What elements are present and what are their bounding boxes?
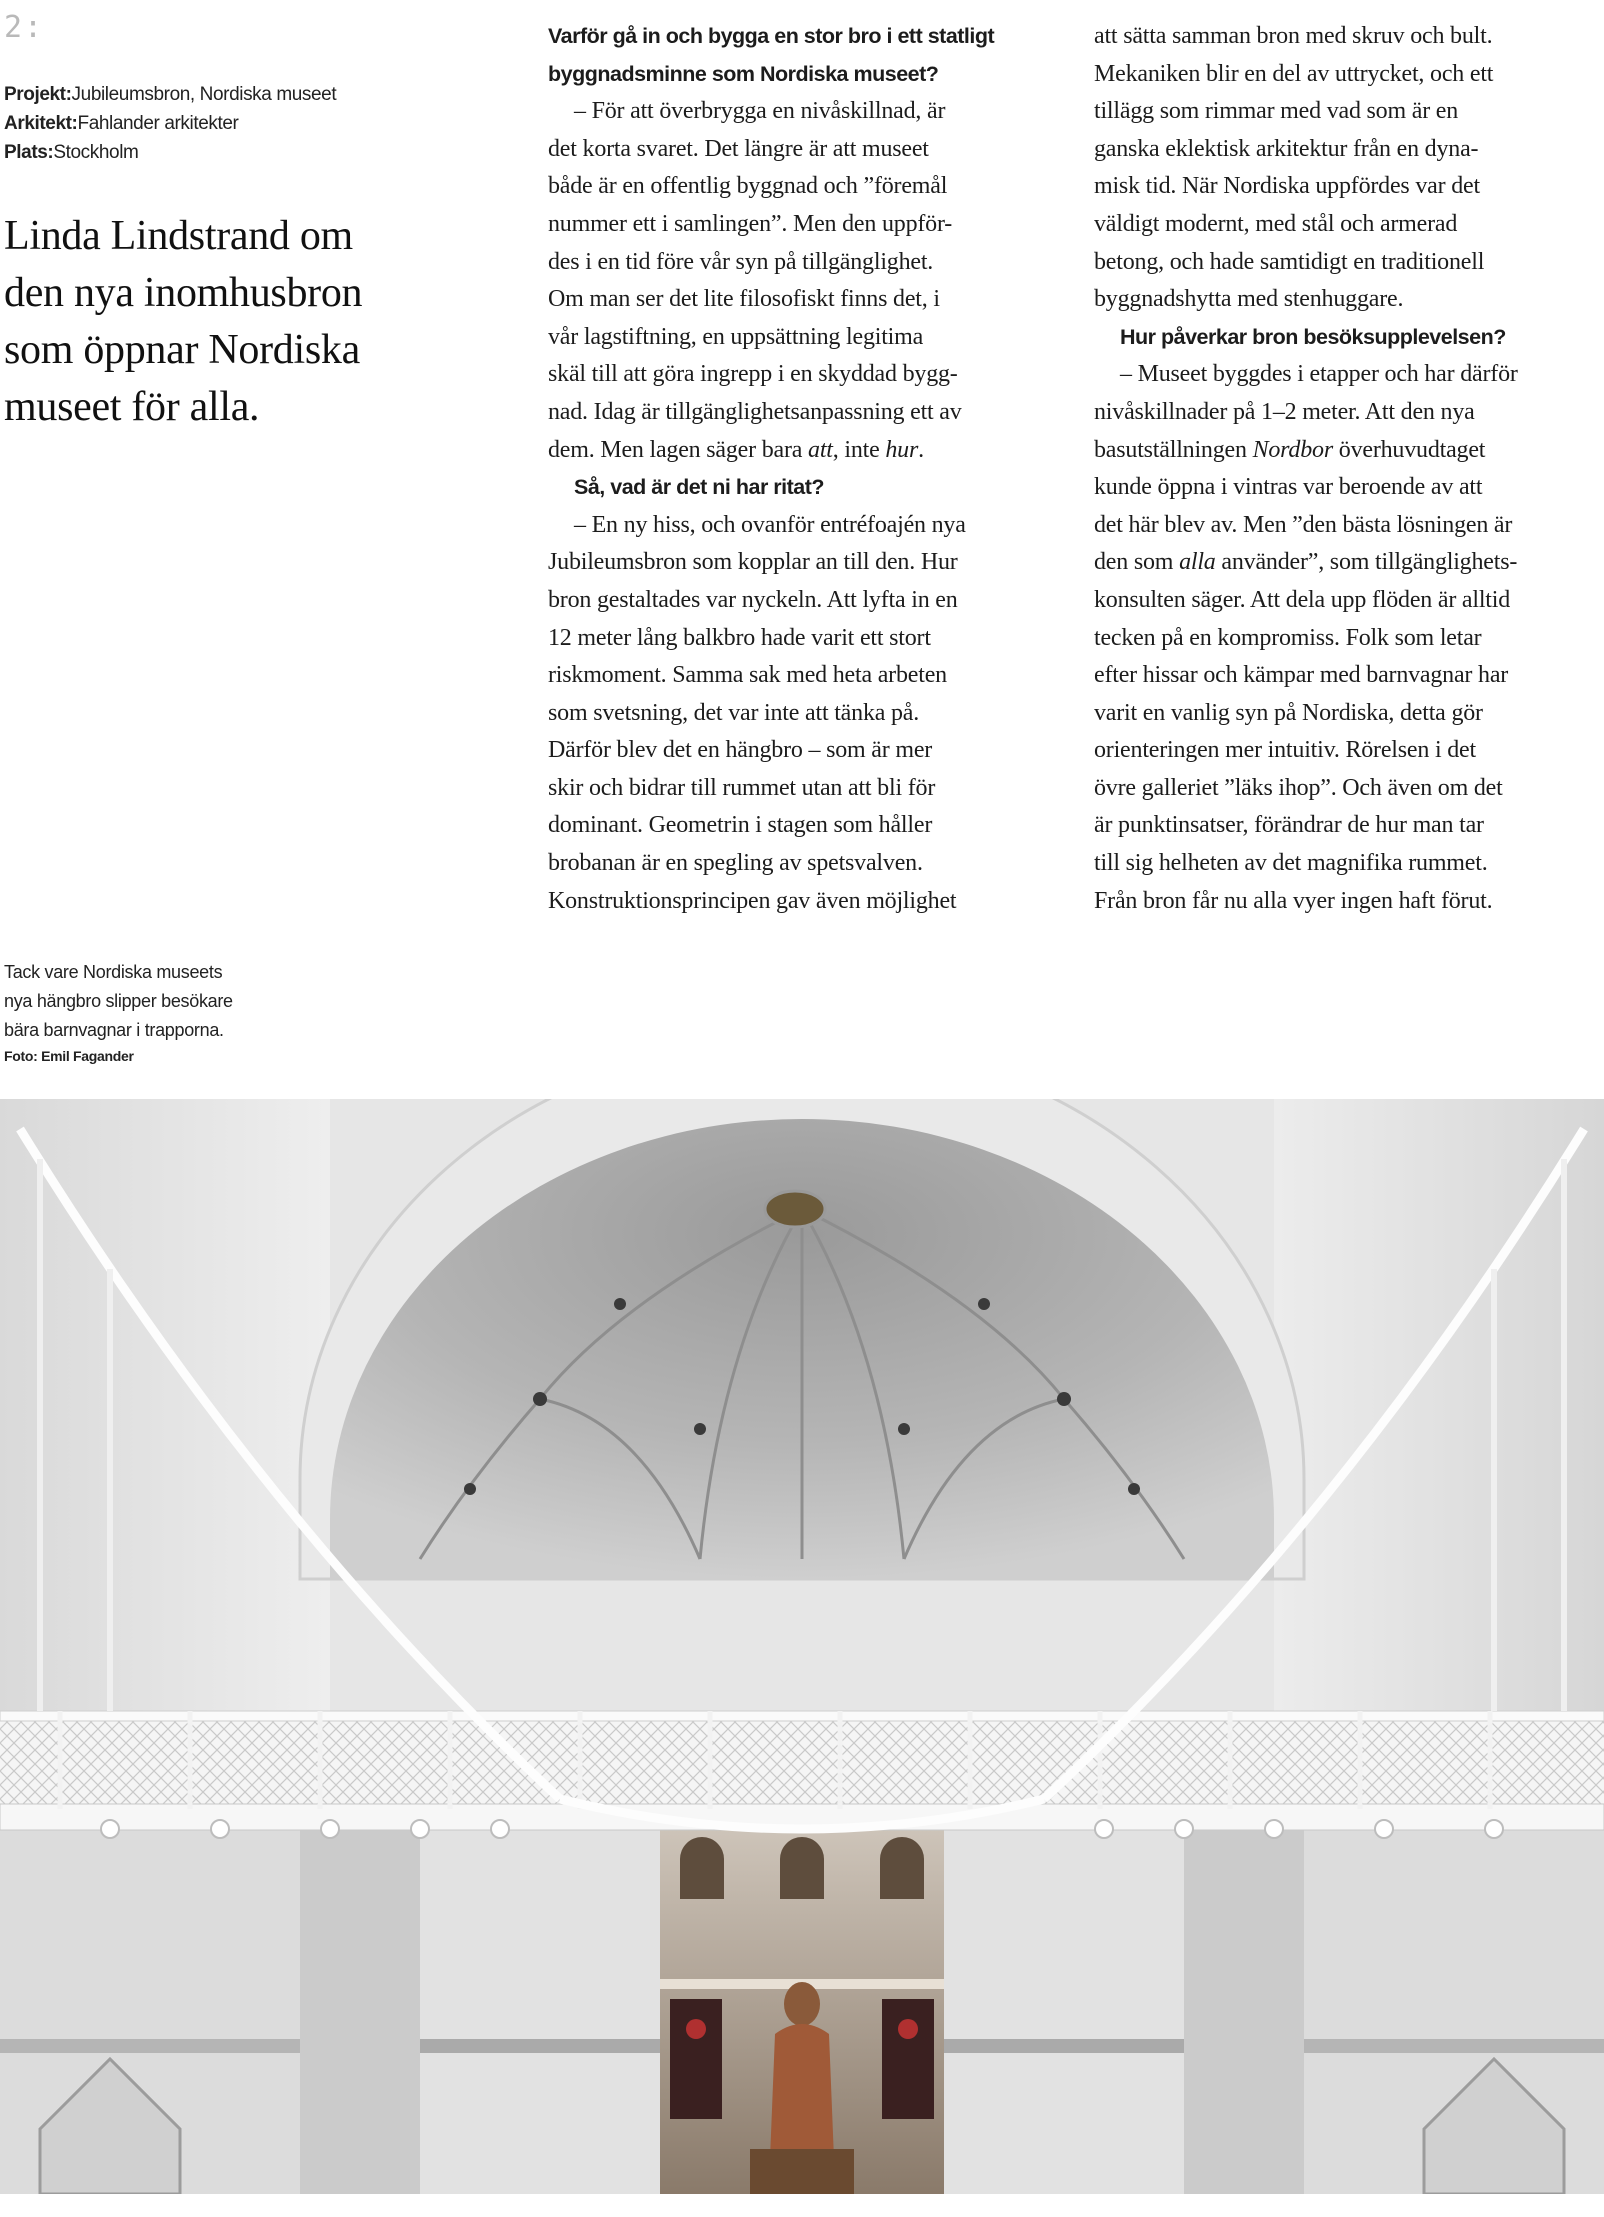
wall-band (420, 2039, 660, 2053)
banner (670, 1999, 722, 2119)
emphasis: att (808, 436, 833, 463)
text-run: dem. Men lagen säger bara (548, 436, 809, 463)
answer-line: väldigt modernt, med stål och armerad (1094, 210, 1458, 237)
answer-line: både är en offentlig byggnad och ”föremål (548, 173, 948, 200)
column (1184, 1829, 1304, 2194)
answer-line: skäl till att göra ingrepp i en skyddad bygg- (548, 361, 958, 388)
answer-line: efter hissar och kämpar med barnvagnar har (1094, 662, 1509, 689)
text-run: basutställningen (1094, 436, 1253, 463)
statue-body (770, 2024, 834, 2159)
column (300, 1829, 420, 2194)
photo-credit: Foto: Emil Fagander (4, 1048, 134, 1064)
banner (882, 1999, 934, 2119)
place-label: Plats: (4, 142, 54, 163)
text-run: , inte (832, 436, 886, 463)
wall-band (0, 2039, 300, 2053)
caption-line: Tack vare Nordiska museets (4, 962, 223, 982)
answer-line (1094, 544, 1604, 582)
caption-line: bära barnvagnar i trapporna. (4, 1020, 224, 1040)
question-1: byggnadsminne som Nordiska museet? (548, 61, 939, 86)
answer-line: byggnadshytta med stenhuggare. (1094, 286, 1404, 313)
project-row (4, 80, 524, 109)
answer-line: Konstruktionsprincipen gav även möjlighet (548, 887, 957, 914)
architect-row (4, 109, 524, 138)
project-value: Jubileumsbron, Nordiska museet (71, 84, 337, 105)
museum-photo (0, 1099, 1604, 2194)
emphasis: Nordbor (1252, 436, 1333, 463)
answer-line: – Museet byggdes i etapper och har därför (1120, 361, 1518, 388)
answer-line: till sig helheten av det magnifika rummet. (1094, 850, 1488, 877)
question-2: Så, vad är det ni har ritat? (574, 475, 825, 500)
project-facts (4, 80, 524, 167)
answer-line: dominant. Geometrin i stagen som håller (548, 812, 933, 839)
project-label: Projekt: (4, 84, 72, 105)
answer-line: – En ny hiss, och ovanför entréfoajén nya (574, 511, 966, 538)
answer-line: Från bron får nu alla vyer ingen haft förut. (1094, 887, 1493, 914)
wall-band (944, 2039, 1184, 2053)
text-run: den som (1094, 549, 1180, 576)
wall-band (1304, 2039, 1604, 2053)
intro-heading (4, 208, 534, 436)
answer-line: Jubileumsbron som kopplar an till den. Hur (548, 549, 958, 576)
answer-line: det här blev av. Men ”den bästa lösningen är (1094, 511, 1513, 538)
photo-caption (4, 958, 324, 1067)
page-number: 2: (4, 10, 45, 45)
emphasis: hur (885, 436, 919, 463)
text-run: . (918, 436, 924, 463)
banner-emblem (686, 2019, 706, 2039)
answer-line (1094, 432, 1604, 470)
statue-pedestal (750, 2149, 854, 2194)
answer-line: Därför blev det en hängbro – som är mer (548, 737, 933, 764)
answer-line: betong, och hade samtidigt en traditionell (1094, 248, 1485, 275)
question-1: Varför gå in och bygga en stor bro i ett statligt (548, 24, 995, 48)
answer-line: riskmoment. Samma sak med heta arbeten (548, 662, 947, 689)
caption-line: nya hängbro slipper besökare (4, 991, 233, 1011)
bridge-handrail (0, 1711, 1604, 1721)
answer-line: övre galleriet ”läks ihop”. Och även om det (1094, 774, 1503, 801)
text-run: överhuvudtaget (1332, 436, 1486, 463)
answer-line: konsulten säger. Att dela upp flöden är alltid (1094, 586, 1511, 613)
answer-line: ganska eklektisk arkitektur från en dyna- (1094, 135, 1479, 162)
architect-label: Arkitekt: (4, 113, 78, 134)
answer-line: nad. Idag är tillgänglighetsanpassning ett av (548, 398, 962, 425)
intro-line: som öppnar Nordiska (4, 327, 360, 373)
answer-line: varit en vanlig syn på Nordiska, detta gör (1094, 699, 1483, 726)
answer-line: tecken på en kompromiss. Folk som letar (1094, 624, 1482, 651)
answer-line: är punktinsatser, förändrar de hur man tar (1094, 812, 1484, 839)
answer-line: skir och bidrar till rummet utan att bli för (548, 774, 936, 801)
answer-line: tillägg som rimmar med vad som är en (1094, 98, 1459, 125)
answer-line: vår lagstiftning, en uppsättning legitima (548, 323, 924, 350)
answer-line: kunde öppna i vintras var beroende av att (1094, 474, 1483, 501)
answer-line: att sätta samman bron med skruv och bult. (1094, 23, 1493, 49)
architect-value: Fahlander arkitekter (77, 113, 239, 134)
intro-line: den nya inomhusbron (4, 270, 363, 316)
answer-line: som svetsning, det var inte att tänka på. (548, 699, 920, 726)
article-column-1 (548, 18, 1068, 920)
answer-line: bron gestaltades var nyckeln. Att lyfta in en (548, 586, 958, 613)
answer-line: 12 meter lång balkbro hade varit ett stort (548, 624, 931, 651)
bridge-railing-mesh (0, 1719, 1604, 1814)
answer-line: Om man ser det lite filosofiskt finns det, i (548, 286, 940, 313)
far-hall-windows (680, 1837, 924, 1899)
answer-line: misk tid. När Nordiska uppfördes var det (1094, 173, 1480, 200)
answer-line: nummer ett i samlingen”. Men den uppför- (548, 210, 953, 237)
answer-line: Mekaniken blir en del av uttrycket, och ett (1094, 60, 1494, 87)
answer-line: det korta svaret. Det längre är att museet (548, 135, 929, 162)
answer-line: nivåskillnader på 1–2 meter. Att den nya (1094, 398, 1475, 425)
place-value: Stockholm (53, 142, 139, 163)
intro-line: Linda Lindstrand om (4, 213, 353, 259)
article-column-2 (1094, 18, 1604, 920)
answer-line: orienteringen mer intuitiv. Rörelsen i det (1094, 737, 1476, 764)
question-3: Hur påverkar bron besöksupplevelsen? (1120, 324, 1506, 349)
side-wall (420, 1829, 660, 2194)
answer-line: des i en tid före vår syn på tillgänglighet. (548, 248, 934, 275)
text-run: använder”, som tillgänglighets- (1215, 549, 1518, 576)
emphasis: alla (1179, 549, 1216, 576)
banner-emblem (898, 2019, 918, 2039)
place-row (4, 138, 524, 167)
intro-line: museet för alla. (4, 384, 260, 430)
answer-line: brobanan är en spegling av spetsvalven. (548, 850, 923, 877)
side-wall (944, 1829, 1184, 2194)
answer-line: – För att överbrygga en nivåskillnad, är (574, 98, 946, 125)
ceiling-emblem (765, 1191, 825, 1227)
statue-head (784, 1982, 820, 2026)
answer-line (548, 432, 1068, 470)
